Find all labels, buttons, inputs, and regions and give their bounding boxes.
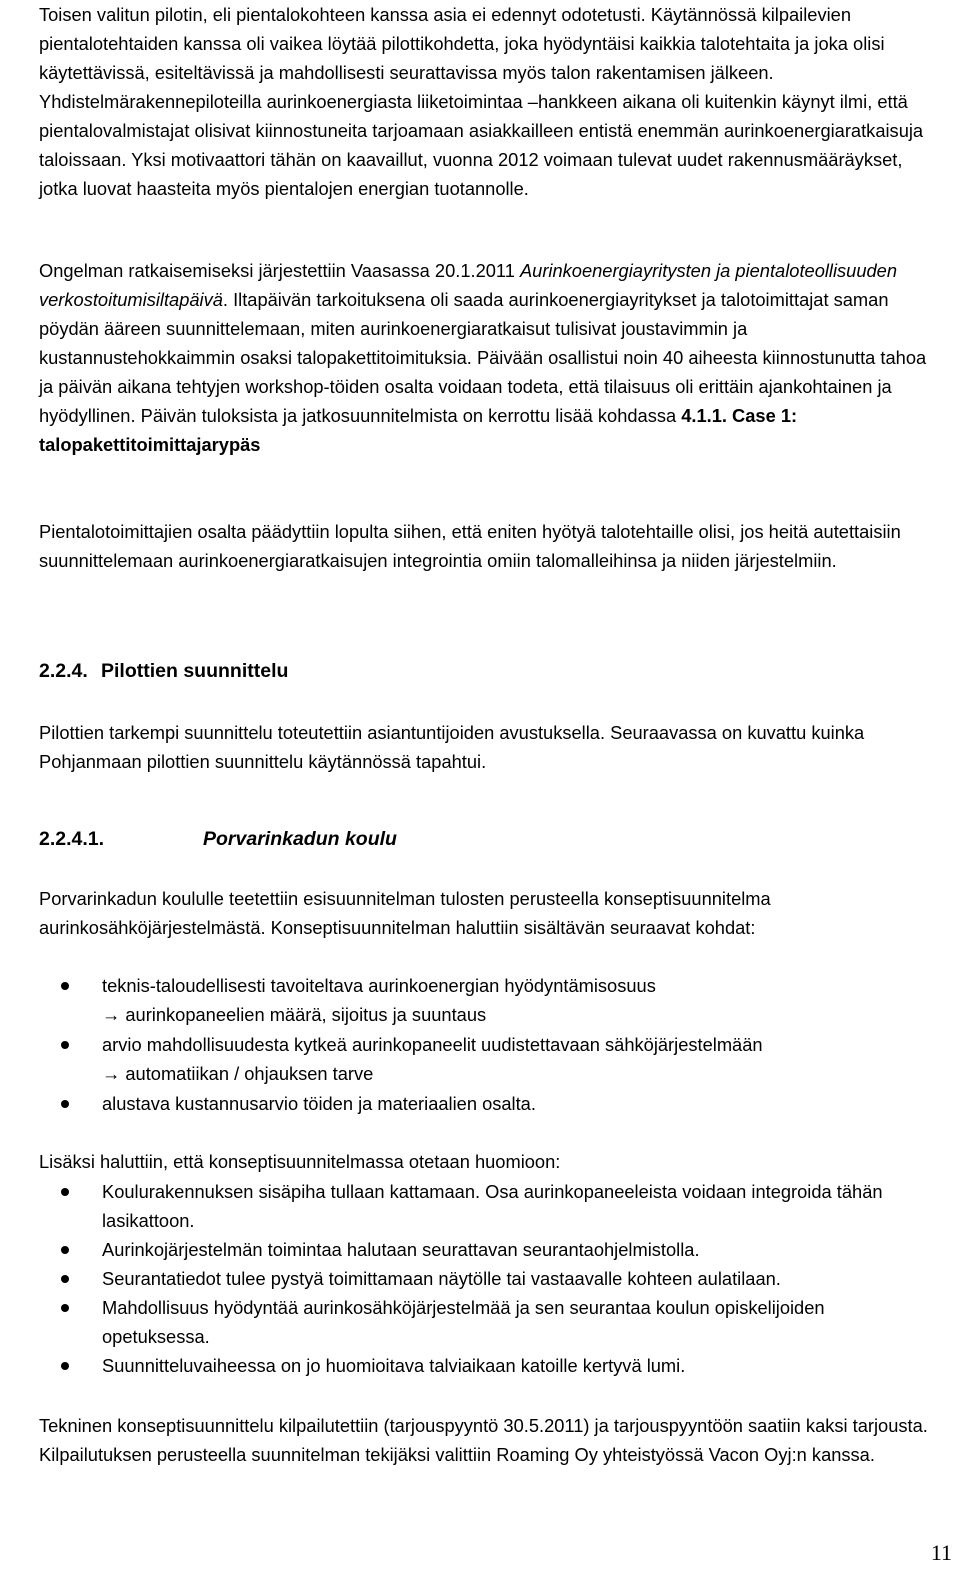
- subsection-title: Porvarinkadun koulu: [203, 828, 397, 850]
- list-item-text: alustava kustannusarvio töiden ja materiaalien osalta.: [102, 1093, 536, 1114]
- paragraph-planning: Pilottien tarkempi suunnittelu toteutettiin asiantuntijoiden avustuksella. Seuraavassa on kuvattu kuinka Pohjanmaan pilottien suunnittelu käytännössä tapahtui.: [39, 722, 865, 772]
- bullet-icon: [61, 1246, 69, 1254]
- list-item: [39, 1351, 929, 1380]
- list-item: [39, 971, 763, 1029]
- subsection-number: 2.2.4.1.: [39, 828, 105, 850]
- bullet-icon: [61, 982, 69, 990]
- bullet-icon: [61, 1362, 69, 1370]
- section-heading: [39, 657, 288, 686]
- section-reference: 4.1.1. Case 1: talopakettitoimittajarypäs: [39, 405, 798, 455]
- list-item: [39, 1177, 929, 1235]
- list-item: [39, 1293, 929, 1351]
- list-item-text: Mahdollisuus hyödyntää aurinkosähköjärjestelmää ja sen seurantaa koulun opiskelijoiden opetuksessa.: [102, 1297, 825, 1347]
- subsection-heading: [39, 825, 397, 854]
- bullet-icon: [61, 1188, 69, 1196]
- paragraph-concept-plan: Porvarinkadun koululle teetettiin esisuunnitelman tulosten perusteella konseptisuunnitelma aurinkosähköjärjestelmästä. Konseptisuunnitelman haluttiin sisältävän seuraavat kohdat:: [39, 888, 771, 938]
- list-item-text: Suunnitteluvaiheessa on jo huomioitava talviaikaan katoille kertyvä lumi.: [102, 1355, 686, 1376]
- bullet-list-considerations: [39, 1177, 929, 1380]
- list-item: [39, 1235, 929, 1264]
- paragraph-networking-event: [39, 256, 929, 459]
- section-number: 2.2.4.: [39, 660, 88, 682]
- paragraph-additional: Lisäksi haluttiin, että konseptisuunnitelmassa otetaan huomioon:: [39, 1151, 561, 1172]
- bullet-list-requirements: [39, 971, 763, 1119]
- list-item-subtext: → automatiikan / ohjauksen tarve: [102, 1063, 374, 1084]
- list-item: [39, 1264, 929, 1293]
- list-item-text: Seurantatiedot tulee pystyä toimittamaan näytölle tai vastaavalle kohteen aulatilaan.: [102, 1268, 781, 1289]
- bullet-icon: [61, 1041, 69, 1049]
- section-title: Pilottien suunnittelu: [101, 660, 289, 682]
- list-item-text: Koulurakennuksen sisäpiha tullaan kattamaan. Osa aurinkopaneeleista voidaan integroida tähän lasikattoon.: [102, 1181, 883, 1231]
- list-item-text: teknis-taloudellisesti tavoiteltava aurinkoenergian hyödyntämisosuus: [102, 975, 656, 996]
- paragraph-tender: Tekninen konseptisuunnittelu kilpailutettiin (tarjouspyyntö 30.5.2011) ja tarjouspyyntöön saatiin kaksi tarjousta. Kilpailutuksen perusteella suunnitelman tekijäksi valittiin Roaming Oy yhteistyössä Vacon Oyj:n kanssa.: [39, 1415, 928, 1465]
- list-item: [39, 1030, 763, 1088]
- bullet-icon: [61, 1304, 69, 1312]
- list-item: [39, 1089, 763, 1118]
- list-item-text: arvio mahdollisuudesta kytkeä aurinkopaneelit uudistettavaan sähköjärjestelmään: [102, 1034, 763, 1055]
- bullet-icon: [61, 1100, 69, 1108]
- paragraph-pilot-status: Toisen valitun pilotin, eli pientalokohteen kanssa asia ei edennyt odotetusti. Käytännössä kilpailevien pientalotehtaiden kanssa oli vaikea löytää pilottikohdetta, joka hyödyntäisi kaikkia talotehtaita ja joka olisi käytettävissä, esiteltävissä ja mahdollisesti seurattavissa myös talon rakentamisen jälkeen. Yhdistelmärakennepiloteilla aurinkoenergiasta liiketoimintaa –hankkeen aikana oli kuitenkin käynyt ilmi, että pientalovalmistajat olisivat kiinnostuneita tarjoamaan asiakkailleen entistä enemmän aurinkoenergiaratkaisuja taloissaan. Yksi motivaattori tähän on kaavaillut, vuonna 2012 voimaan tulevat uudet rakennusmääräykset, jotka luovat haasteita myös pientalojen energian tuotannolle.: [39, 4, 924, 199]
- page-number: 11: [930, 1540, 952, 1565]
- list-item-text: Aurinkojärjestelmän toimintaa halutaan seurattavan seurantaohjelmistolla.: [102, 1239, 700, 1260]
- list-item-subtext: → aurinkopaneelien määrä, sijoitus ja suuntaus: [102, 1004, 487, 1025]
- paragraph-text: . Iltapäivän tarkoituksena oli saada aurinkoenergiayritykset ja talotoimittajat saman pöydän ääreen suunnittelemaan, miten aurinkoenergiaratkaisut tulisivat joustavimmin ja kustannustehokkaimmin osaksi talopakettitoimituksia. Päivään osallistui noin 40 aiheesta kiinnostunutta tahoa ja päivän aikana tehtyjen workshop-töiden osalta voidaan todeta, että tilaisuus oli erittäin ajankohtainen ja hyödyllinen. Päivän tuloksista ja jatkosuunnitelmista on kerrottu lisää kohdassa: [39, 289, 927, 426]
- paragraph-conclusion: Pientalotoimittajien osalta päädyttiin lopulta siihen, että eniten hyötyä talotehtaille olisi, jos heitä autettaisiin suunnittelemaan aurinkoenergiaratkaisujen integrointia omiin talomalleihinsa ja niiden järjestelmiin.: [39, 521, 901, 571]
- event-title: Aurinkoenergiayritysten ja pientaloteollisuuden verkostoitumisiltapäivä: [39, 260, 898, 310]
- paragraph-text: Ongelman ratkaisemiseksi järjestettiin Vaasassa 20.1.2011: [39, 260, 520, 281]
- bullet-icon: [61, 1275, 69, 1283]
